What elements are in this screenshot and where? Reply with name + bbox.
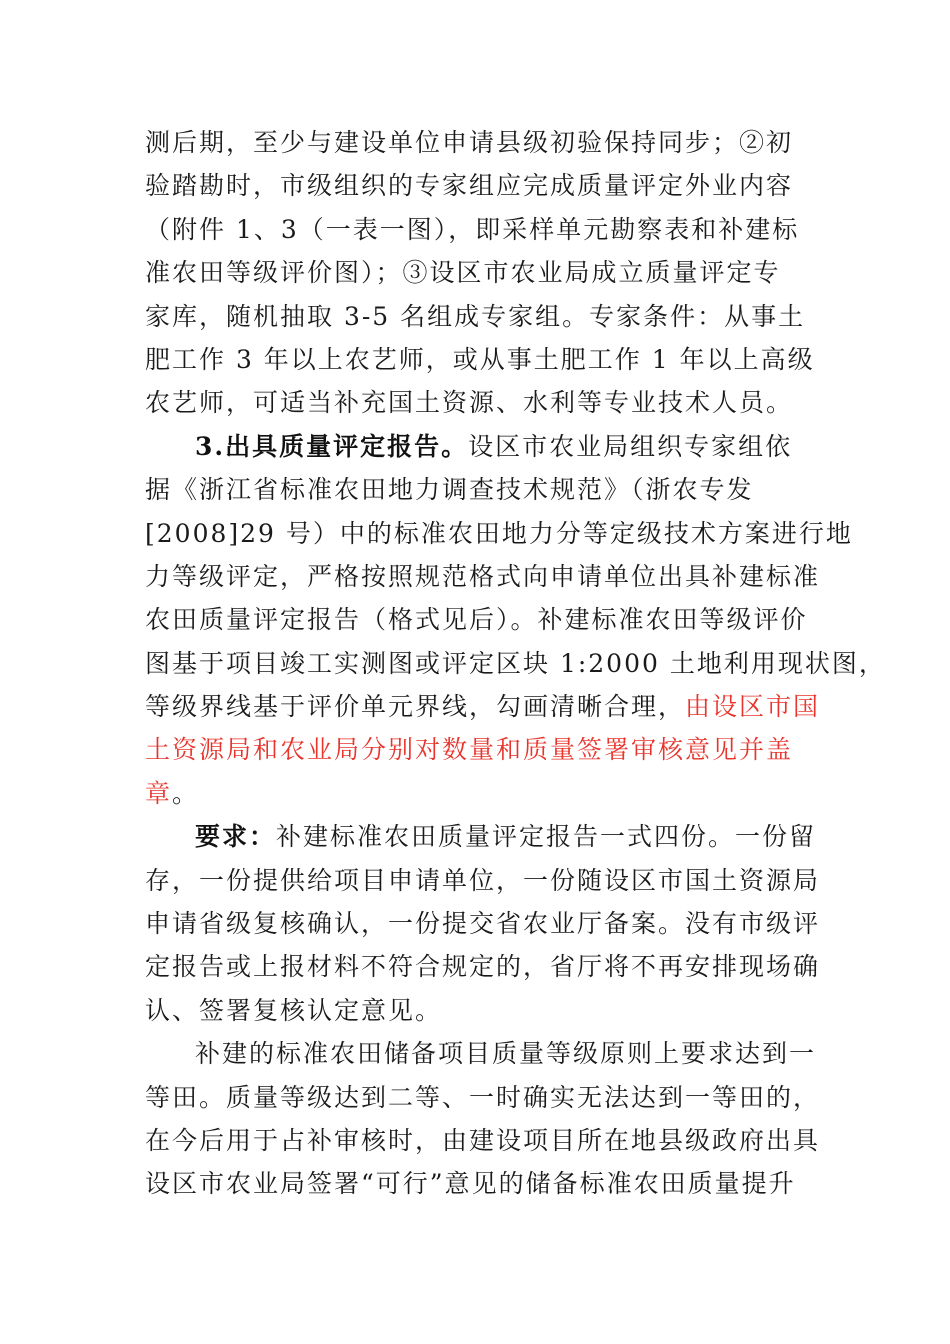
text-line bbox=[145, 989, 810, 1032]
text-line bbox=[145, 1162, 810, 1205]
body-text: 定报告或上报材料不符合规定的，省厅将不再安排现场确 bbox=[145, 952, 821, 982]
text-line bbox=[145, 859, 821, 902]
bold-heading-text: 3.出具质量评定报告。 bbox=[195, 431, 469, 461]
body-text: 家库，随机抽取 3-5 名组成专家组。专家条件：从事土 bbox=[145, 301, 806, 331]
text-line bbox=[145, 381, 810, 424]
body-text: 据《浙江省标准农田地力调查技术规范》（浙农专发 bbox=[145, 475, 754, 505]
text-line bbox=[145, 208, 810, 251]
text-line bbox=[145, 642, 886, 685]
text-line bbox=[145, 772, 810, 815]
body-text: 设区市农业局组织专家组依 bbox=[468, 431, 793, 461]
text-line bbox=[145, 555, 821, 598]
text-line bbox=[145, 425, 810, 468]
body-text: 认、签署复核认定意见。 bbox=[145, 995, 443, 1025]
body-text: 等田。质量等级达到二等、一时确实无法达到一等田的， bbox=[145, 1082, 821, 1112]
text-line bbox=[145, 1076, 821, 1119]
body-text: 。 bbox=[172, 778, 200, 808]
body-text: 图基于项目竣工实测图或评定区块 1:2000 土地利用现状图， bbox=[145, 648, 886, 678]
highlighted-text: 章 bbox=[145, 778, 173, 808]
text-line bbox=[145, 945, 821, 988]
body-text: [2008]29 号）中的标准农田地力分等定级技术方案进行地 bbox=[145, 518, 853, 548]
text-line bbox=[145, 121, 810, 164]
text-line bbox=[145, 815, 817, 858]
body-text: 验踏勘时，市级组织的专家组应完成质量评定外业内容 bbox=[145, 171, 794, 201]
body-text: 在今后用于占补审核时，由建设项目所在地县级政府出具 bbox=[145, 1125, 821, 1155]
highlighted-text: 土资源局和农业局分别对数量和质量签署审核意见并盖 bbox=[145, 735, 794, 765]
body-text: 准农田等级评价图）；③设区市农业局成立质量评定专 bbox=[145, 258, 781, 288]
text-line bbox=[145, 728, 810, 771]
body-text: 测后期，至少与建设单位申请县级初验保持同步；②初 bbox=[145, 128, 794, 157]
body-text: 肥工作 3 年以上农艺师，或从事土肥工作 1 年以上高级 bbox=[145, 344, 815, 374]
highlighted-text: 由设区市国 bbox=[685, 692, 821, 722]
document-body bbox=[145, 121, 886, 1206]
body-text: 存，一份提供给项目申请单位，一份随设区市国土资源局 bbox=[145, 865, 821, 895]
text-line bbox=[145, 468, 810, 511]
text-line bbox=[145, 512, 853, 555]
text-line bbox=[145, 902, 821, 945]
body-text: （附件 1、3（一表一图），即采样单元勘察表和补建标 bbox=[145, 214, 800, 244]
text-line bbox=[145, 685, 821, 728]
text-line bbox=[145, 1119, 821, 1162]
body-text: 补建标准农田质量评定报告一式四份。一份留 bbox=[276, 822, 817, 852]
text-line bbox=[145, 598, 810, 641]
text-line bbox=[145, 251, 810, 294]
body-text: 申请省级复核确认，一份提交省农业厅备案。没有市级评 bbox=[145, 909, 821, 939]
body-text: 等级界线基于评价单元界线，勾画清晰合理， bbox=[145, 692, 686, 722]
text-line bbox=[145, 295, 810, 338]
text-line bbox=[145, 1032, 817, 1075]
text-line bbox=[145, 164, 810, 207]
body-text: 补建的标准农田储备项目质量等级原则上要求达到一 bbox=[195, 1039, 817, 1069]
body-text: 力等级评定，严格按照规范格式向申请单位出具补建标准 bbox=[145, 561, 821, 591]
bold-heading-text: 要求： bbox=[195, 822, 277, 852]
body-text: 设区市农业局签署“可行”意见的储备标准农田质量提升 bbox=[145, 1169, 796, 1199]
body-text: 农田质量评定报告（格式见后）。补建标准农田等级评价 bbox=[145, 605, 808, 635]
body-text: 农艺师，可适当补充国土资源、水利等专业技术人员。 bbox=[145, 388, 794, 418]
text-line bbox=[145, 338, 815, 381]
